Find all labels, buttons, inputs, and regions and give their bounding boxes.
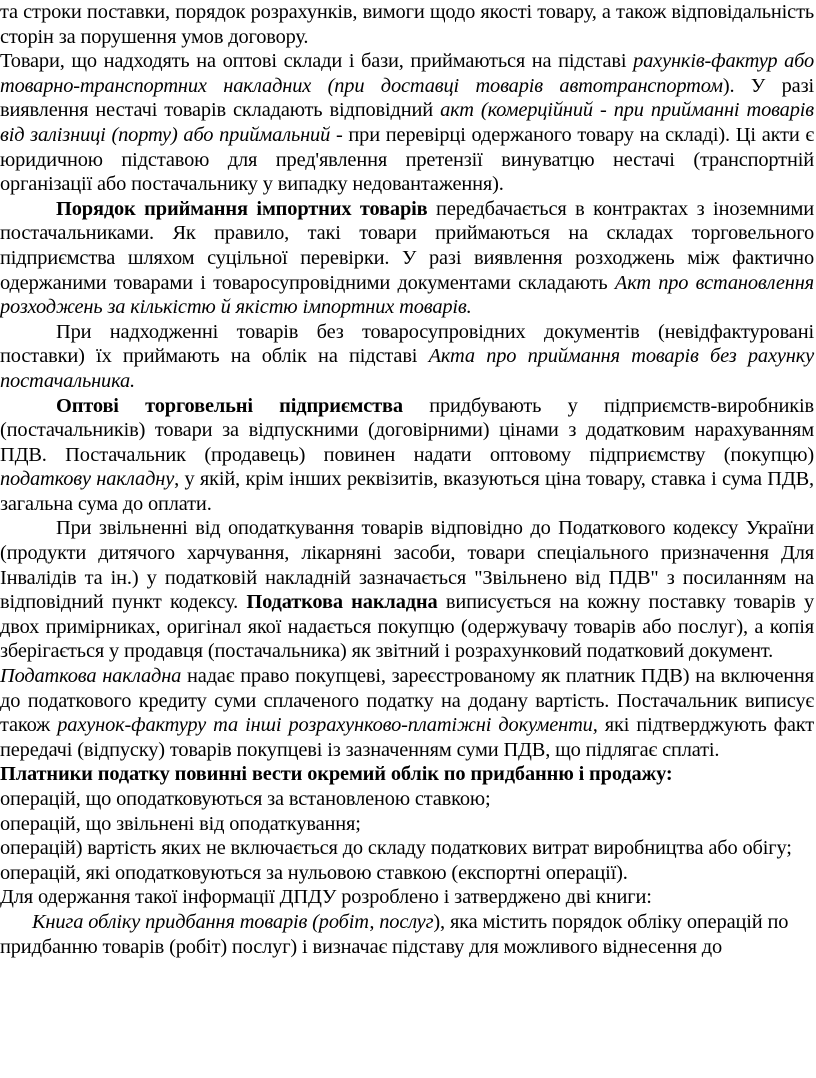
text-segment: , у якій, крім інших реквізитів, вказуються ціна товару, ставка і сума ПДВ, загальна сума до оплати. [0,468,814,515]
paragraph-wholesale-enterprises [0,394,814,517]
paragraph-purchase-book [0,910,814,959]
text-segment: Акт про встановлення розходжень за кількістю й якістю імпортних товарів. [0,271,814,319]
text-segment: Платники податку повинні вести окремий облік по придбанню і продажу: [0,763,673,786]
paragraph-uninvoiced-deliveries [0,320,814,394]
text-segment: податкову накладну [0,468,175,491]
text-segment: операцій, які оподатковуються за нульовою ставкою (експортні операції). [0,861,628,884]
text-segment: операцій, що звільнені від оподаткування; [0,812,361,835]
text-segment: виписується на кожну поставку товарів у двох примірниках, оригінал якої надається покупцю (одержувачу товарів або послуг), а копія зберігається у продавця (постачальника) як звітний і розрахунковий податковий документ. [0,591,814,663]
list-item-standard-rate [0,787,814,812]
text-segment: При надходженні товарів без товаросупровідних документів (невідфактуровані поставки) їх приймають на облік на підставі [0,320,814,368]
paragraph-goods-receipt [0,49,814,197]
paragraph-import-acceptance [0,197,814,320]
text-segment: рахунків-фактур або товарно-транспортних накладних (при доставці товарів автотранспортом [0,50,815,97]
paragraph-contract-terms [0,0,814,49]
text-segment: операцій, що оподатковуються за встановленою ставкою; [0,788,491,810]
text-segment: передбачається в контрактах з іноземними постачальниками. Як правило, такі товари приймаються на складах торговельного підприємства шляхом суцільної перевірки. У разі виявлення розходжень між фактично одержаними товарами і товаросупровідними документами складають [0,197,814,294]
text-segment: операцій) вартість яких не включається до складу податкових витрат виробництва або обігу; [0,837,792,860]
text-segment: Податкова накладна [246,591,438,614]
text-segment: рахунок-фактуру та інші розрахунково-платіжні документи, [57,714,598,737]
text-segment: ). У разі виявлення нестачі товарів складають відповідний [0,74,814,122]
text-segment: Товари, що надходять на оптові склади і бази, приймаються на підставі [0,50,634,73]
list-item-zero-rate [0,861,814,886]
text-segment: Оптові торговельні підприємства [56,394,403,417]
text-segment: При звільненні від оподаткування товарів відповідно до Податкового кодексу України (продукти дитячого харчування, лікарняні засоби, товари спеціального призначення Для Інвалідів та ін.) у податковій накладній зазначається "Звільнено від ПДВ" з посиланням на відповідний пункт кодексу. [0,517,814,614]
list-item-not-included-costs [0,836,814,861]
paragraph-tax-invoice-rights [0,664,814,762]
text-segment: Книга обліку придбання товарів (робіт, послуг [32,910,434,933]
text-segment: надає право покупцеві, зареєстрованому як платник ПДВ) на включення до податкового кредиту суми сплаченого податку на додану вартість. Постачальник виписує також [0,665,814,737]
paragraph-two-books [0,885,814,910]
text-segment: Для одержання такої інформації ДПДУ розроблено і затверджено дві книги: [0,886,652,909]
text-segment: придбувають у підприємств-виробників (постачальників) товари за відпускними (договірними) цінами з додатковим нарахуванням ПДВ. Постачальник (продавець) повинен надати оптовому підприємству (покупцю) [0,394,814,466]
list-item-exempt [0,812,814,837]
text-segment: ), яка містить порядок обліку операцій по придбанню товарів (робіт) послуг) і визначає підставу для можливого віднесення до [0,910,789,958]
paragraph-tax-exemption [0,516,814,664]
text-segment: - при перевірці одержаного товару на складі). Ці акти є юридичною підставою для пред'явлення претензії винуватцю нестачі (транспортній організації або постачальнику у випадку недовантаження). [0,123,815,196]
text-segment: Порядок приймання імпортних товарів [56,197,428,220]
text-segment: Податкова накладна [0,665,182,688]
text-segment: які підтверджують факт передачі (відпуску) товарів покупцеві із зазначенням суми ПДВ, що підлягає сплаті. [0,714,814,761]
section-heading-separate-accounting [0,762,814,787]
text-segment: Акта про приймання товарів без рахунку постачальника. [0,345,815,392]
text-segment: та строки поставки, порядок розрахунків, вимоги щодо якості товару, а також відповідальність сторін за порушення умов договору. [0,1,814,48]
text-segment: акт (комерційний - при прийманні товарів від залізниці (порту) або приймальний [0,99,814,146]
